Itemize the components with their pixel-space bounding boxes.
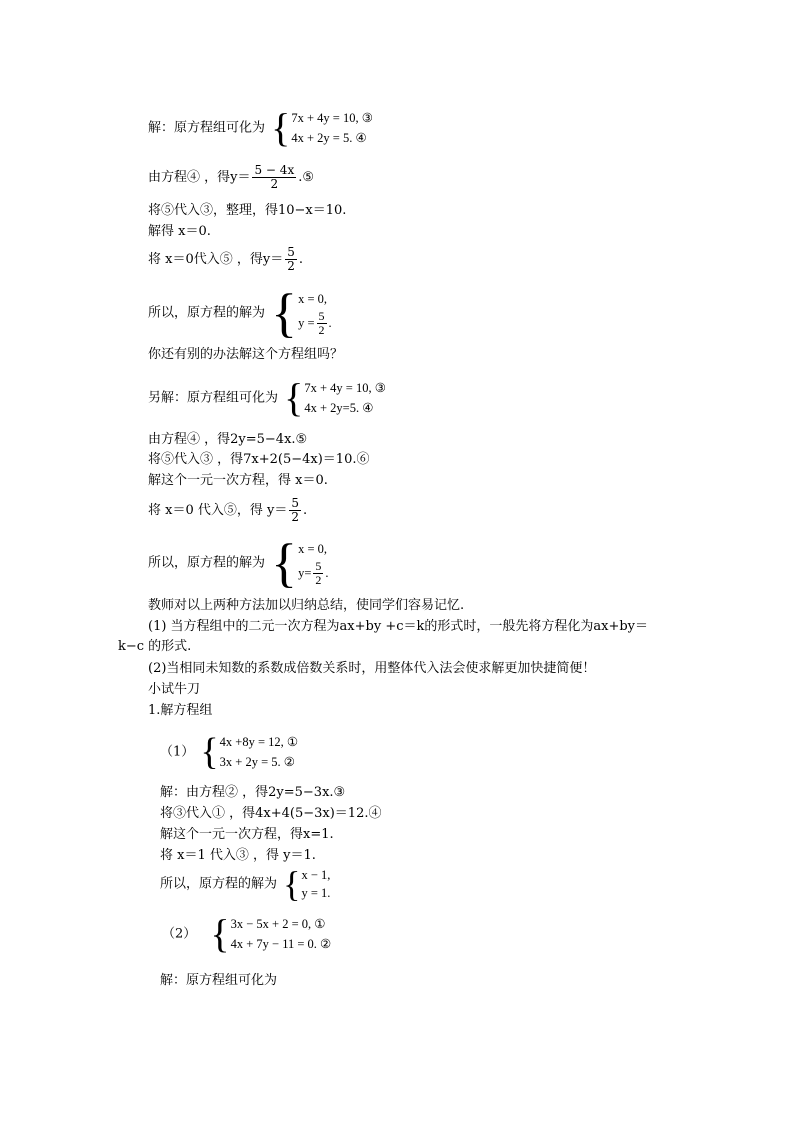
numerator: 5 (287, 245, 295, 259)
sol2-answer-line (148, 533, 329, 593)
fraction (313, 560, 323, 587)
p1-system-line (160, 732, 298, 772)
sol2-eq-b: 4x + 2y=5. ④ (304, 401, 374, 415)
p1-answer-line (160, 866, 330, 902)
sol1-line4 (148, 246, 303, 273)
sol1-line4-text: 将 x＝0代入⑤ ，得y＝ (148, 252, 284, 267)
brace-icon: { (271, 533, 298, 593)
p1-line2: 将③代入① ，得4x+4(5−3x)＝12.④ (160, 806, 382, 821)
section-heading: 小试牛刀 (148, 682, 201, 697)
sol1-answer-intro: 所以，原方程的解为 (148, 305, 266, 321)
answer-y-label: y = (298, 315, 315, 330)
sol1-system (271, 105, 373, 150)
p1-line3: 解这个一元一次方程，得x=1. (160, 827, 334, 842)
sol2-intro: 另解：原方程组可化为 (148, 390, 279, 406)
answer-y-tail: . (325, 565, 329, 580)
sol1-answer-x: x = 0, (298, 291, 328, 306)
brace-icon: { (283, 864, 301, 904)
p1-answer-y: y = 1. (301, 886, 331, 900)
brace-icon: { (200, 731, 219, 773)
p2-system (210, 911, 332, 956)
summary-line1: 教师对以上两种方法加以归纳总结，使同学们容易记忆. (148, 598, 465, 613)
p2-label: （2） (162, 926, 197, 942)
denominator: 2 (318, 323, 325, 338)
brace-icon: { (210, 911, 230, 956)
p1-answer-system (283, 866, 330, 902)
p2-eq-a: 3x − 5x + 2 = 0, ① (230, 917, 326, 931)
p1-system (200, 732, 298, 772)
sol1-eq-b: 4x + 2y = 5. ④ (291, 131, 367, 145)
sol1-intro-line (148, 105, 373, 150)
numerator: 5 (291, 496, 299, 510)
summary-line4: (2)当相同未知数的系数成倍数关系时，用整体代入法会使求解更加快捷简便！ (148, 661, 596, 676)
brace-icon: { (284, 375, 304, 420)
sol1-answer-y (298, 309, 332, 338)
sol1-line1-text: 由方程④ ，得y＝ (148, 170, 251, 185)
sol1-intro: 解：原方程组可化为 (148, 120, 266, 136)
sol2-line4 (148, 497, 307, 524)
sol2-line4-tail: . (303, 503, 308, 518)
sol2-line3: 解这个一元一次方程，得 x＝0. (148, 473, 328, 488)
sol2-answer-y (298, 559, 328, 588)
p2-system-line (162, 911, 332, 956)
denominator: 2 (270, 177, 279, 191)
sol2-line1: 由方程④ ，得2y=5−4x.⑤ (148, 432, 308, 447)
sol2-answer-system (271, 533, 329, 593)
p1-eq-a: 4x +8y = 12, ① (219, 735, 299, 749)
fraction (289, 497, 301, 524)
brace-icon: { (271, 105, 291, 150)
sol1-line1 (148, 164, 314, 191)
p1-eq-b: 3x + 2y = 5. ② (219, 755, 295, 769)
answer-y-tail: . (328, 315, 332, 330)
numerator: 5 − 4x (254, 163, 295, 177)
summary-line3: k−c 的形式. (118, 639, 192, 654)
denominator: 2 (291, 510, 299, 524)
p1-line1: 解：由方程② ，得2y=5−3x.③ (160, 785, 346, 800)
fraction (252, 164, 296, 191)
sol1-eq-a: 7x + 4y = 10, ③ (291, 111, 373, 125)
brace-icon: { (271, 283, 298, 343)
sol2-intro-line (148, 375, 386, 420)
sol2-answer-x: x = 0, (298, 541, 328, 556)
denominator: 2 (287, 259, 295, 273)
denominator: 2 (315, 573, 322, 588)
sol1-line2: 将⑤代入③，整理，得10−x＝10. (148, 203, 347, 218)
sol1-line4-tail: . (298, 252, 303, 267)
answer-y-label: y= (298, 565, 312, 580)
sol2-line2: 将⑤代入③ ，得7x+2(5−4x)＝10.⑥ (148, 452, 370, 467)
p2-eq-b: 4x + 7y − 11 = 0. ② (230, 937, 332, 951)
p1-label: （1） (160, 744, 195, 760)
fraction (285, 246, 297, 273)
sol2-eq-a: 7x + 4y = 10, ③ (304, 381, 386, 395)
sol1-answer-system (271, 283, 332, 343)
sol2-system (284, 375, 386, 420)
question-line: 你还有别的办法解这个方程组吗？ (148, 347, 344, 362)
exercise-title: 1.解方程组 (148, 703, 213, 718)
sol1-line1-tail: .⑤ (298, 170, 315, 185)
numerator: 5 (318, 309, 325, 324)
sol1-answer-line (148, 283, 332, 343)
numerator: 5 (315, 559, 322, 574)
p1-line4: 将 x＝1 代入③ ，得 y＝1. (160, 848, 316, 863)
p1-answer-x: x − 1, (301, 868, 331, 882)
p1-answer-intro: 所以，原方程的解为 (160, 876, 278, 892)
sol1-line3: 解得 x＝0. (148, 224, 211, 239)
sol2-line4-text: 将 x＝0 代入⑤，得 y＝ (148, 503, 288, 518)
summary-line2: (1) 当方程组中的二元一次方程为ax+by +c＝k的形式时，一般先将方程化为ax+by＝ (148, 619, 649, 634)
fraction (317, 310, 327, 337)
p2-line1: 解：原方程组可化为 (160, 973, 278, 988)
sol2-answer-intro: 所以，原方程的解为 (148, 555, 266, 571)
